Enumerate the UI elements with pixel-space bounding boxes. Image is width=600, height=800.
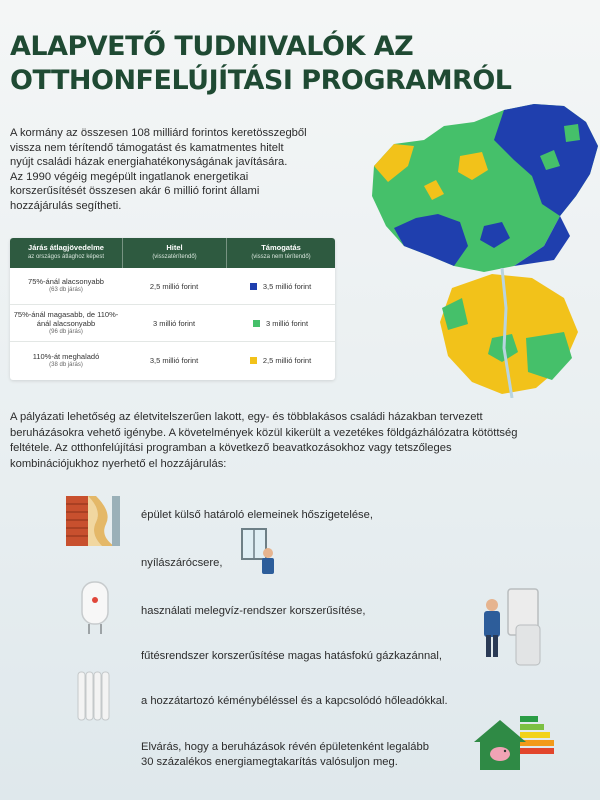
table-row bbox=[10, 342, 335, 379]
category-cell bbox=[10, 310, 122, 337]
district-count: (63 db járás) bbox=[49, 287, 83, 293]
grant-value: 3,5 millió forint bbox=[262, 281, 312, 291]
table-row bbox=[10, 305, 335, 342]
column-header bbox=[10, 238, 122, 268]
grant-value: 3 millió forint bbox=[265, 318, 309, 328]
paragraph-line: feltétele. Az otthonfelújítási programban a következő beavatkozásokhoz vagy tetszőleges bbox=[10, 442, 452, 454]
measure-chimney: a hozzátartozó kéménybéléssel és a kapcsolódó hőleadókkal. bbox=[141, 695, 448, 707]
measure-insulation: épület külső határoló elemeinek hőszigetelése, bbox=[141, 509, 373, 521]
radiator-icon bbox=[76, 670, 112, 722]
measure-hot-water: használati melegvíz-rendszer korszerűsítése, bbox=[141, 605, 366, 617]
category-label: 75%-ánál alacsonyabb bbox=[28, 277, 104, 286]
category-cell bbox=[10, 277, 122, 295]
paragraph-line: beruházásokra vehető igénybe. A követelmények közül kikerült a vezetékes földgázhálózatra kötöttség bbox=[10, 426, 518, 439]
loan-cell: 3,5 millió forint bbox=[149, 356, 199, 365]
hungary-district-map bbox=[364, 96, 600, 276]
header-sub: (visszatérítendő) bbox=[152, 254, 197, 260]
intro-line: A kormány az összesen 108 milliárd forintos keretösszegből bbox=[10, 127, 307, 139]
header-label: Hitel bbox=[166, 243, 183, 252]
funding-table bbox=[10, 238, 335, 380]
column-header bbox=[226, 238, 335, 268]
color-swatch bbox=[253, 320, 260, 327]
intro-line: korszerűsítését összesen akár 6 millió forint állami bbox=[10, 185, 260, 197]
energy-saving-requirement bbox=[141, 740, 429, 770]
intro-line: Az 1990 végéig megépült ingatlanok energetikai bbox=[10, 170, 249, 183]
water-heater-icon bbox=[78, 580, 112, 634]
header-label: Támogatás bbox=[261, 243, 301, 252]
table-header bbox=[10, 238, 335, 268]
grant-cell bbox=[226, 319, 335, 328]
page-title bbox=[10, 30, 530, 98]
intro-line: vissza nem térítendő támogatást és kamatmentes hitelt bbox=[10, 141, 284, 154]
intro-line: nyújt családi házak energiahatékonyságának javítására. bbox=[10, 156, 288, 168]
color-swatch bbox=[250, 283, 257, 290]
grant-cell bbox=[226, 282, 335, 291]
category-cell bbox=[10, 352, 122, 370]
requirement-line: Elvárás, hogy a beruházások révén épületenként legalább bbox=[141, 741, 429, 753]
boiler-installer-icon bbox=[480, 585, 546, 667]
paragraph-line: kombinációjukhoz nyerhető el hozzájárulás: bbox=[10, 457, 227, 470]
color-swatch bbox=[250, 357, 257, 364]
category-label: 75%-ánál magasabb, de 110%-ánál alacsonyabb bbox=[13, 309, 119, 328]
category-label: 110%-át meghaladó bbox=[32, 351, 100, 361]
grant-value: 2,5 millió forint bbox=[262, 356, 312, 365]
eligibility-paragraph bbox=[10, 410, 590, 472]
measure-windows: nyílászárócsere, bbox=[141, 557, 223, 569]
table-row bbox=[10, 268, 335, 305]
header-label: Járás átlagjövedelme bbox=[28, 243, 104, 252]
loan-cell: 2,5 millió forint bbox=[149, 281, 199, 291]
budapest-district-map bbox=[432, 268, 582, 398]
district-count: (96 db járás) bbox=[49, 328, 83, 335]
header-sub: (vissza nem térítendő) bbox=[251, 254, 311, 260]
wall-insulation-icon bbox=[62, 490, 130, 550]
paragraph-line: A pályázati lehetőség az életvitelszerűen lakott, egy- és többlakásos családi házakban tervezett bbox=[10, 411, 483, 423]
intro-text bbox=[10, 126, 355, 213]
window-replacement-icon bbox=[236, 525, 276, 575]
title-line-2: OTTHONFELÚJÍTÁSI PROGRAMRÓL bbox=[10, 65, 512, 96]
district-count: (38 db járás) bbox=[49, 361, 83, 368]
grant-cell bbox=[226, 356, 335, 365]
loan-cell: 3 millió forint bbox=[152, 318, 196, 328]
title-line-1: ALAPVETŐ TUDNIVALÓK AZ bbox=[10, 31, 414, 62]
header-sub: az országos átlaghoz képest bbox=[27, 254, 105, 260]
requirement-line: 30 százalékos energiamegtakarítás valósuljon meg. bbox=[141, 756, 398, 768]
column-header bbox=[122, 238, 226, 268]
measure-heating: fűtésrendszer korszerűsítése magas hatásfokú gázkazánnal, bbox=[141, 650, 442, 662]
energy-rating-house-icon bbox=[470, 712, 556, 774]
intro-line: hozzájárulás segítheti. bbox=[10, 199, 122, 212]
